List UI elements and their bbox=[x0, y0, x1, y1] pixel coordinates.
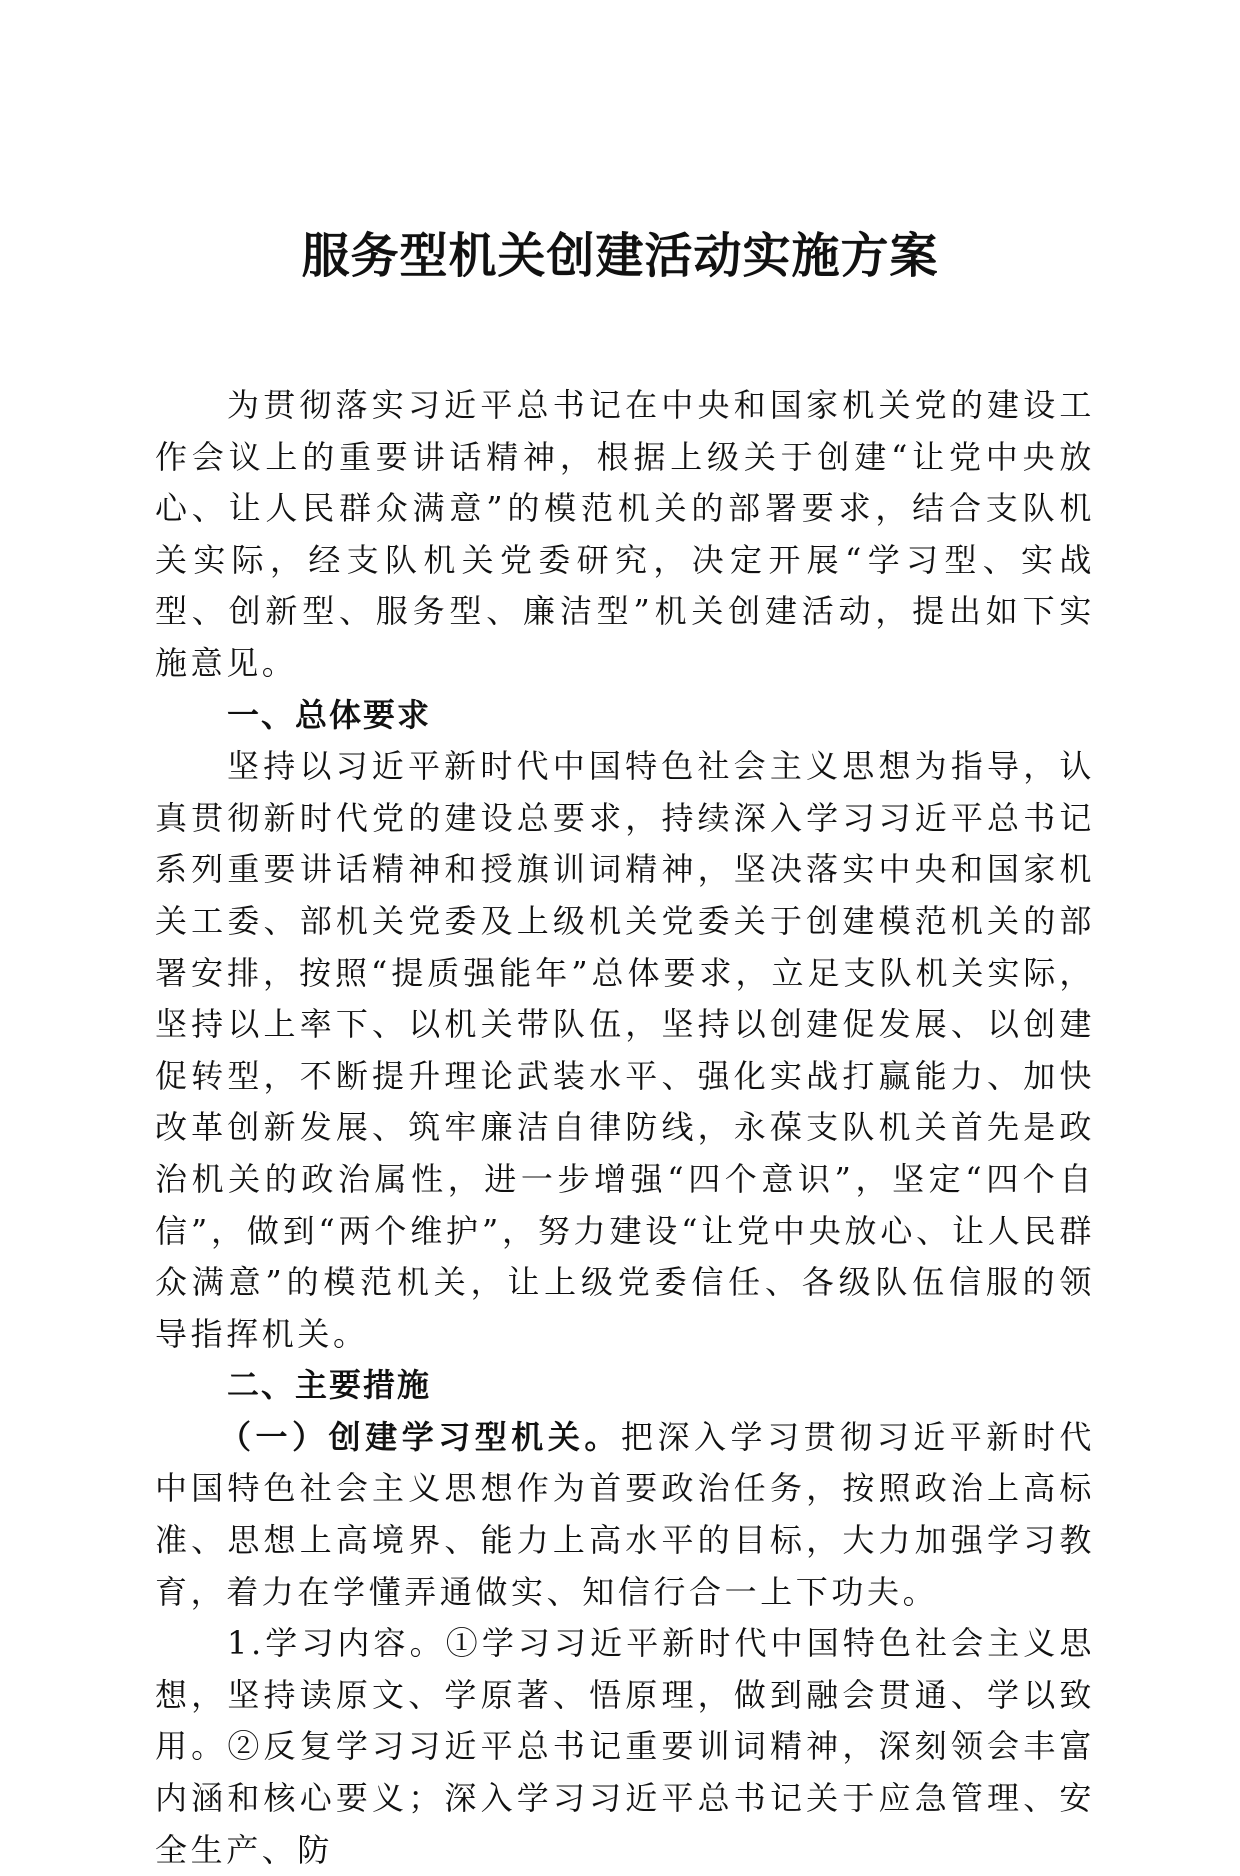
document-title: 服务型机关创建活动实施方案 bbox=[301, 228, 939, 284]
learning-organ-paragraph bbox=[155, 1412, 1095, 1618]
learning-organ-text: 把深入学习贯彻习近平新时代中国特色社会主义思想作为首要政治任务，按照政治上高标准、思想上高境界、能力上高水平的目标，大力加强学习教育，着力在学懂弄通做实、知信行合一上下功夫。 bbox=[155, 1417, 1095, 1611]
document-body bbox=[155, 380, 1095, 1876]
learning-organ-lead: （一）创建学习型机关。 bbox=[219, 1417, 621, 1456]
section-heading-general-requirements: 一、总体要求 bbox=[227, 695, 432, 734]
intro-paragraph: 为贯彻落实习近平总书记在中央和国家机关党的建设工作会议上的重要讲话精神，根据上级关于创建“让党中央放心、让人民群众满意”的模范机关的部署要求，结合支队机关实际，经支队机关党委研究，决定开展“学习型、实战型、创新型、服务型、廉洁型”机关创建活动，提出如下实施意见。 bbox=[155, 386, 1095, 682]
general-requirements-paragraph: 坚持以习近平新时代中国特色社会主义思想为指导，认真贯彻新时代党的建设总要求，持续深入学习习近平总书记系列重要讲话精神和授旗训词精神，坚决落实中央和国家机关工委、部机关党委及上级机关党委关于创建模范机关的部署安排，按照“提质强能年”总体要求，立足支队机关实际，坚持以上率下、以机关带队伍，坚持以创建促发展、以创建促转型，不断提升理论武装水平、强化实战打赢能力、加快改革创新发展、筑牢廉洁自律防线，永葆支队机关首先是政治机关的政治属性，进一步增强“四个意识”，坚定“四个自信”，做到“两个维护”，努力建设“让党中央放心、让人民群众满意”的模范机关，让上级党委信任、各级队伍信服的领导指挥机关。 bbox=[155, 747, 1095, 1353]
study-content-paragraph: 1.学习内容。①学习习近平新时代中国特色社会主义思想，坚持读原文、学原著、悟原理，做到融会贯通、学以致用。②反复学习习近平总书记重要训词精神，深刻领会丰富内涵和核心要义；深入学习习近平总书记关于应急管理、安全生产、防 bbox=[155, 1624, 1095, 1869]
section-heading-main-measures: 二、主要措施 bbox=[227, 1366, 432, 1405]
